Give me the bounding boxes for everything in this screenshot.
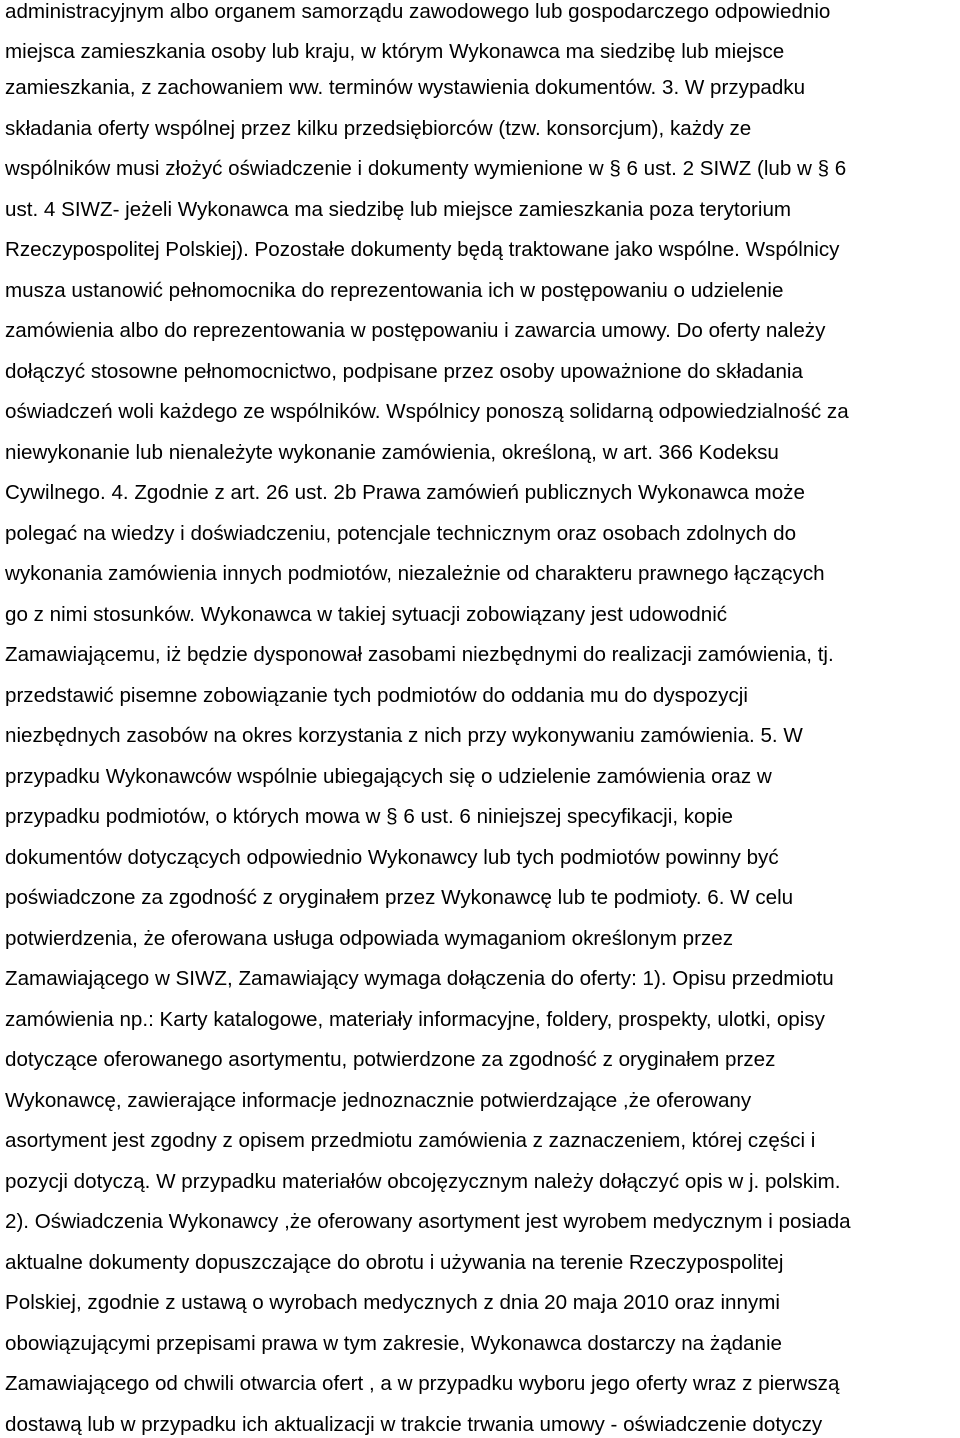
text-line: dotyczące oferowanego asortymentu, potwierdzone za zgodność z oryginałem przez: [5, 1048, 776, 1071]
text-line: ust. 4 SIWZ- jeżeli Wykonawca ma siedzibę lub miejsce zamieszkania poza terytorium: [5, 198, 792, 221]
text-line: niewykonanie lub nienależyte wykonanie zamówienia, określoną, w art. 366 Kodeksu: [5, 441, 779, 464]
text-line: zamówienia albo do reprezentowania w postępowaniu i zawarcia umowy. Do oferty należy: [5, 319, 826, 342]
text-line: 2). Oświadczenia Wykonawcy ,że oferowany asortyment jest wyrobem medycznym i posiada: [5, 1210, 851, 1233]
text-line: Polskiej, zgodnie z ustawą o wyrobach medycznych z dnia 20 maja 2010 oraz innymi: [5, 1291, 780, 1314]
document-page: [5, 0, 960, 1438]
text-line: pozycji dotyczą. W przypadku materiałów obcojęzycznym należy dołączyć opis w j. polskim.: [5, 1170, 841, 1193]
text-line: dołączyć stosowne pełnomocnictwo, podpisane przez osoby upoważnione do składania: [5, 360, 803, 383]
text-line: miejsca zamieszkania osoby lub kraju, w którym Wykonawca ma siedzibę lub miejsce: [5, 40, 785, 63]
text-line: oświadczeń woli każdego ze wspólników. Wspólnicy ponoszą solidarną odpowiedzialność za: [5, 400, 849, 423]
text-line: musza ustanowić pełnomocnika do reprezentowania ich w postępowaniu o udzielenie: [5, 279, 784, 302]
text-line: aktualne dokumenty dopuszczające do obrotu i używania na terenie Rzeczypospolitej: [5, 1251, 784, 1274]
text-line: wykonania zamówienia innych podmiotów, niezależnie od charakteru prawnego łączących: [5, 562, 825, 585]
text-line: Zamawiającego od chwili otwarcia ofert , a w przypadku wyboru jego oferty wraz z pierwszą: [5, 1372, 840, 1395]
text-line: potwierdzenia, że oferowana usługa odpowiada wymaganiom określonym przez: [5, 927, 734, 950]
text-line: asortyment jest zgodny z opisem przedmiotu zamówienia z zaznaczeniem, której części i: [5, 1129, 816, 1152]
text-line: przypadku podmiotów, o których mowa w § 6 ust. 6 niniejszej specyfikacji, kopie: [5, 805, 733, 828]
text-line: składania oferty wspólnej przez kilku przedsiębiorców (tzw. konsorcjum), każdy ze: [5, 117, 752, 140]
text-line: Rzeczypospolitej Polskiej). Pozostałe dokumenty będą traktowane jako wspólne. Wspólnicy: [5, 238, 840, 261]
text-line: przypadku Wykonawców wspólnie ubiegających się o udzielenie zamówienia oraz w: [5, 765, 772, 788]
text-line: obowiązującymi przepisami prawa w tym zakresie, Wykonawca dostarczy na żądanie: [5, 1332, 782, 1355]
text-line: Zamawiającego w SIWZ, Zamawiający wymaga dołączenia do oferty: 1). Opisu przedmiotu: [5, 967, 834, 990]
text-line: Zamawiającemu, iż będzie dysponował zasobami niezbędnymi do realizacji zamówienia, tj.: [5, 643, 834, 666]
text-line: go z nimi stosunków. Wykonawca w takiej sytuacji zobowiązany jest udowodnić: [5, 603, 728, 626]
text-line: dostawą lub w przypadku ich aktualizacji w trakcie trwania umowy - oświadczenie dotyczy: [5, 1413, 823, 1436]
text-line: polegać na wiedzy i doświadczeniu, potencjale technicznym oraz osobach zdolnych do: [5, 522, 797, 545]
text-line: Cywilnego. 4. Zgodnie z art. 26 ust. 2b Prawa zamówień publicznych Wykonawca może: [5, 481, 805, 504]
text-line: administracyjnym albo organem samorządu zawodowego lub gospodarczego odpowiednio: [5, 0, 831, 23]
text-line: niezbędnych zasobów na okres korzystania z nich przy wykonywaniu zamówienia. 5. W: [5, 724, 803, 747]
text-line: zamówienia np.: Karty katalogowe, materiały informacyjne, foldery, prospekty, ulotki, opisy: [5, 1008, 825, 1031]
text-line: Wykonawcę, zawierające informacje jednoznacznie potwierdzające ,że oferowany: [5, 1089, 752, 1112]
text-line: zamieszkania, z zachowaniem ww. terminów wystawienia dokumentów. 3. W przypadku: [5, 76, 806, 99]
text-line: przedstawić pisemne zobowiązanie tych podmiotów do oddania mu do dyspozycji: [5, 684, 748, 707]
text-line: poświadczone za zgodność z oryginałem przez Wykonawcę lub te podmioty. 6. W celu: [5, 886, 794, 909]
text-line: dokumentów dotyczących odpowiednio Wykonawcy lub tych podmiotów powinny być: [5, 846, 779, 869]
text-line: wspólników musi złożyć oświadczenie i dokumenty wymienione w § 6 ust. 2 SIWZ (lub w § 6: [5, 157, 847, 180]
